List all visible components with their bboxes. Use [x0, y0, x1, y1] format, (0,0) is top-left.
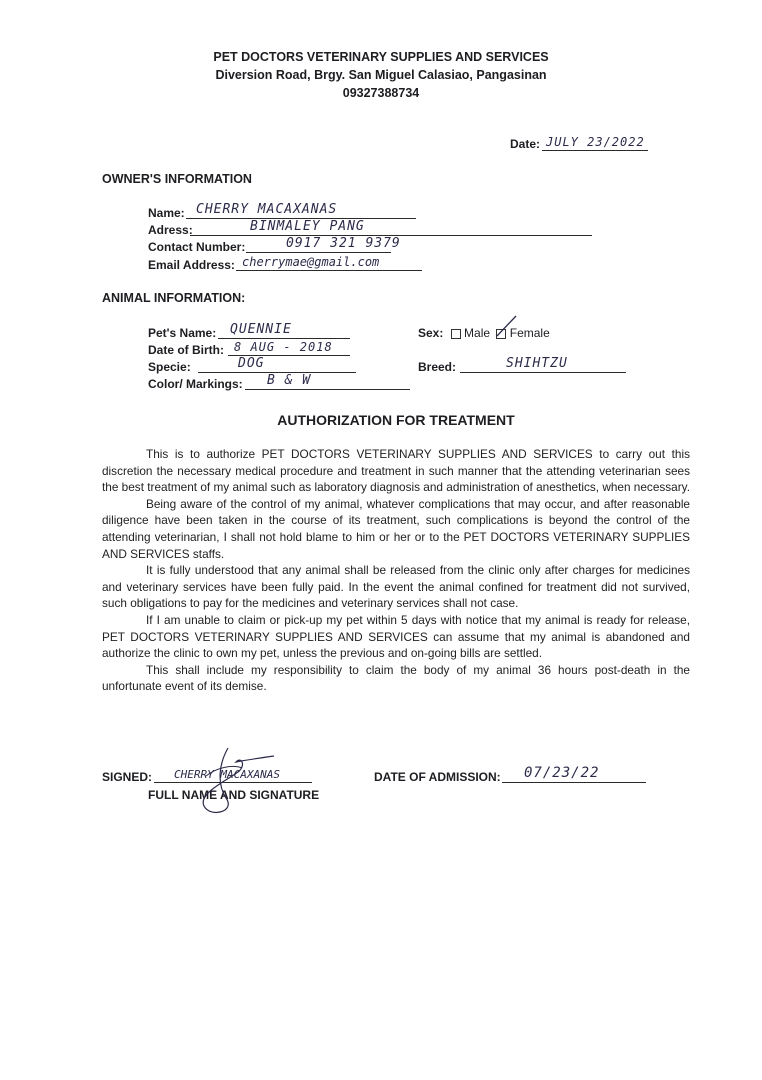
authorization-title: AUTHORIZATION FOR TREATMENT — [277, 412, 515, 428]
breed-value: SHIHTZU — [506, 356, 568, 371]
owner-contact-row — [148, 238, 428, 254]
date-row — [510, 133, 650, 153]
specie-value: DOG — [238, 356, 265, 371]
color-row — [148, 375, 412, 391]
auth-paragraph-2: Being aware of the control of my animal, whatever complications that may occur, and after reasonable diligence have been taken in the course of its treatment, such complications is beyond the control of the attending veterinarian, I shall not hold blame to him or her or to the PET DOCTORS VETERINARY SUPPLIES AND SERVICES staffs. — [102, 496, 690, 561]
owner-name-row — [148, 204, 428, 220]
owner-name-field[interactable] — [186, 204, 416, 219]
auth-paragraph-4: If I am unable to claim or pick-up my pet within 5 days with notice that my animal is ready for release, PET DOCTORS VETERINARY SUPPLIES AND SERVICES can assume that my animal is abandoned and authorize the clinic to own my pet, unless the previous and on-going bills are settled. — [102, 612, 690, 661]
admission-value: 07/23/22 — [524, 765, 600, 781]
signature-caption: FULL NAME AND SIGNATURE — [148, 788, 320, 802]
owner-name-value: CHERRY MACAXANAS — [196, 202, 338, 217]
owner-address-row — [148, 221, 598, 237]
breed-label: Breed: — [418, 360, 457, 374]
color-field[interactable] — [245, 375, 410, 390]
specie-row — [148, 358, 358, 374]
color-value: B & W — [267, 373, 312, 388]
dob-label: Date of Birth: — [148, 343, 224, 357]
check-mark-icon — [494, 314, 518, 340]
dob-field[interactable] — [228, 341, 350, 356]
specie-label: Specie: — [148, 360, 191, 374]
male-option-label: Male — [464, 326, 491, 340]
date-label: Date: — [510, 137, 541, 151]
pet-name-value: QUENNIE — [230, 322, 292, 337]
admission-line[interactable] — [502, 765, 646, 783]
owner-contact-field[interactable] — [246, 236, 401, 253]
owner-contact-label: Contact Number: — [148, 240, 246, 254]
owner-address-value: BINMALEY PANG — [250, 219, 365, 234]
pet-name-label: Pet's Name: — [148, 326, 217, 340]
date-value: JULY 23/2022 — [546, 135, 645, 149]
pet-name-row — [148, 324, 358, 340]
sex-row — [418, 326, 578, 342]
admission-label: DATE OF ADMISSION: — [374, 770, 501, 784]
auth-paragraph-1: This is to authorize PET DOCTORS VETERINARY SUPPLIES AND SERVICES to carry out this discretion the necessary medical procedure and treatment in such manner that the attending veterinarian sees the best treatment of my animal such as laboratory diagnosis and administration of anesthetics, when necessary. — [102, 447, 690, 495]
owner-email-value: cherrymae@gmail.com — [242, 255, 380, 269]
signature-scribble-icon — [176, 742, 286, 822]
owner-contact-value: 0917 321 9379 — [286, 236, 401, 251]
owner-email-field[interactable] — [236, 256, 422, 271]
owner-email-label: Email Address: — [148, 258, 235, 272]
specie-field[interactable] — [198, 358, 356, 373]
male-checkbox[interactable] — [451, 329, 461, 339]
dob-value: 8 AUG - 2018 — [234, 340, 333, 354]
pet-name-field[interactable] — [218, 324, 350, 339]
owner-address-label: Adress: — [148, 223, 193, 237]
owner-section-title: OWNER'S INFORMATION — [102, 172, 252, 186]
company-phone: 09327388734 — [342, 86, 420, 100]
breed-row — [418, 358, 630, 374]
signed-value: CHERRY MACAXANAS — [174, 768, 280, 781]
female-option-label: Female — [509, 326, 550, 340]
company-address: Diversion Road, Brgy. San Miguel Calasiao, Pangasinan — [215, 68, 547, 82]
auth-paragraph-5: This shall include my responsibility to claim the body of my animal 36 hours post-death in the unfortunate event of its demise. — [102, 662, 690, 694]
admission-block — [374, 766, 650, 788]
auth-paragraph-3: It is fully understood that any animal shall be released from the clinic only after charges for medicines and veterinary services have been fully paid. In the event the animal confined for treatment did not survived, such obligations to pay for the medicines and veterinary services shall not case. — [102, 563, 690, 611]
company-name: PET DOCTORS VETERINARY SUPPLIES AND SERVICES — [213, 50, 549, 64]
animal-section-title: ANIMAL INFORMATION: — [102, 291, 246, 305]
breed-field[interactable] — [460, 358, 626, 373]
female-checkbox[interactable] — [496, 329, 506, 339]
signed-label: SIGNED: — [102, 770, 153, 784]
owner-address-field[interactable] — [190, 221, 592, 236]
owner-email-row — [148, 256, 438, 272]
color-label: Color/ Markings: — [148, 377, 243, 391]
authorization-text — [102, 446, 690, 695]
dob-row — [148, 341, 358, 357]
date-line[interactable] — [542, 136, 648, 151]
sex-label: Sex: — [418, 326, 444, 340]
owner-name-label: Name: — [148, 206, 185, 220]
